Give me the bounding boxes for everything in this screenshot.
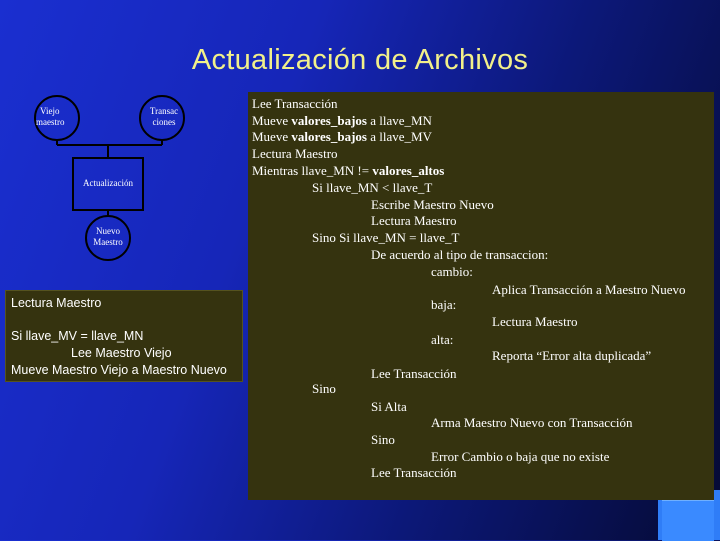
code-line-3: Mueve valores_bajos a llave_MV	[252, 129, 432, 144]
code-line-15: alta:	[431, 332, 454, 347]
slide-title: Actualización de Archivos	[191, 44, 529, 76]
code-line-9: Sino Si llave_MN = llave_T	[312, 230, 460, 245]
code-line-17: Lee Transacción	[371, 366, 457, 381]
code-line-6: Si llave_MN < llave_T	[312, 180, 433, 195]
transacciones-label: Transac ciones	[149, 106, 179, 127]
right-pseudocode-panel	[248, 92, 714, 500]
code-line-10: De acuerdo al tipo de transaccion:	[371, 247, 549, 262]
code-line-19: Si Alta	[371, 399, 407, 414]
left-line-1: Lectura Maestro	[11, 296, 102, 310]
decorative-corner-block-inner	[662, 500, 714, 541]
code-line-8: Lectura Maestro	[371, 213, 457, 228]
left-pseudocode-panel	[5, 290, 243, 382]
code-line-21: Sino	[371, 432, 395, 447]
code-line-1: Lee Transacción	[252, 96, 338, 111]
code-line-20: Arma Maestro Nuevo con Transacción	[431, 415, 633, 430]
code-line-23: Lee Transacción	[371, 465, 457, 480]
left-line-4: Mueve Maestro Viejo a Maestro Nuevo	[11, 363, 227, 377]
left-line-2: Si llave_MV = llave_MN	[11, 329, 144, 343]
viejo-maestro-label: Viejo maestro	[36, 106, 65, 127]
file-update-diagram	[0, 90, 250, 280]
code-line-16: Reporta “Error alta duplicada”	[492, 348, 652, 363]
code-line-13: baja:	[431, 297, 457, 312]
left-line-3: Lee Maestro Viejo	[71, 346, 172, 360]
actualizacion-label: Actualización	[83, 178, 133, 188]
code-line-18: Sino	[312, 381, 336, 396]
code-line-2: Mueve valores_bajos a llave_MN	[252, 113, 432, 128]
code-line-22: Error Cambio o baja que no existe	[431, 449, 610, 464]
code-line-4: Lectura Maestro	[252, 146, 338, 161]
code-line-11: cambio:	[431, 264, 473, 279]
code-line-5: Mientras llave_MN != valores_altos	[252, 163, 445, 178]
code-line-14: Lectura Maestro	[492, 314, 578, 329]
nuevo-maestro-label: Nuevo Maestro	[93, 226, 123, 247]
code-line-7: Escribe Maestro Nuevo	[371, 197, 494, 212]
code-line-12: Aplica Transacción a Maestro Nuevo	[492, 282, 686, 297]
